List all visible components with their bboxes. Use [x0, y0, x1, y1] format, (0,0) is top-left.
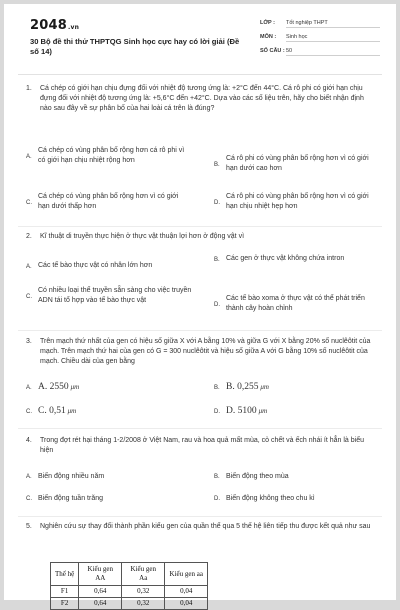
meta-lop — [260, 20, 380, 26]
option-2a[interactable] — [26, 261, 211, 272]
question-stem — [40, 84, 376, 114]
table-row — [51, 586, 208, 598]
table-header-row — [51, 563, 208, 586]
question-stem — [40, 337, 376, 367]
table-header-cell: Kiểu gen aa — [165, 563, 208, 586]
option-label: B. — [214, 474, 220, 480]
option-1d[interactable] — [214, 192, 384, 212]
option-label: D. — [214, 496, 220, 502]
table-cell: F2 — [51, 598, 79, 610]
meta-socau-label: SỐ CÂU : — [260, 48, 285, 54]
question-3-stem-text: Trên mạch thứ nhất của gen có hiệu số giữa X với A bằng 10% và giữa G với X bằng 20% số nuclêôtit của mạch. Trên mạch thứ hai của gen có G = 300 nuclêôtit và hiệu số giữa A với G bằng 10% số nuclêôtit của mạch. Chiều dài của gen bằng — [40, 338, 371, 365]
question-5-stem-text: Nghiên cứu sự thay đổi thành phần kiểu gen của quần thể qua 5 thế hệ liên tiếp thu được kết quả như sau — [40, 523, 371, 530]
question-stem — [40, 232, 376, 242]
question-separator — [18, 226, 382, 227]
option-unit: μm — [260, 383, 269, 391]
question-4 — [18, 436, 382, 456]
table-cell: 0,32 — [122, 586, 165, 598]
question-number: 5. — [26, 523, 32, 530]
question-number: 1. — [26, 85, 32, 92]
table-cell: F1 — [51, 586, 79, 598]
option-1c[interactable] — [26, 192, 206, 212]
option-1b[interactable] — [214, 154, 384, 174]
option-label: A. — [26, 474, 32, 480]
option-text: Cá rô phi có vùng phân bố rộng hơn vì có giới hạn chịu nhiệt hẹp hơn — [226, 193, 369, 210]
option-unit: μm — [67, 407, 77, 415]
option-4b[interactable] — [214, 472, 289, 482]
question-1 — [18, 84, 382, 114]
question-stem — [40, 436, 376, 456]
table-cell: 0,64 — [79, 598, 122, 610]
option-label: C. — [26, 199, 32, 206]
option-text: Biến động nhiều năm — [38, 473, 105, 480]
option-text: Cá chép có vùng phân bố rộng hơn cá rô phi vì có giới hạn chịu nhiệt rộng hơn — [38, 147, 185, 164]
option-value: A. 2550 — [38, 382, 69, 392]
option-label: B. — [214, 256, 220, 263]
option-4c[interactable] — [26, 494, 103, 504]
option-label: D. — [214, 409, 220, 415]
option-2c[interactable] — [26, 286, 211, 306]
option-4d[interactable] — [214, 494, 315, 504]
table-cell: 0,04 — [165, 586, 208, 598]
logo-text: 2048 — [30, 18, 67, 33]
option-text: Có nhiều loại thể truyền sẵn sàng cho việc truyền ADN tái tổ hợp vào tế bào thực vật — [38, 287, 192, 304]
question-separator — [18, 428, 382, 429]
option-text: Các tế bào xoma ở thực vật có thể phát triển thành cây hoàn chỉnh — [226, 295, 365, 312]
table-header-cell: Kiểu gen Aa — [122, 563, 165, 586]
option-label: C. — [26, 293, 32, 300]
option-label: D. — [214, 199, 220, 206]
option-unit: μm — [70, 383, 80, 391]
option-2b[interactable] — [214, 254, 384, 265]
option-value: C. 0,51 — [38, 406, 66, 416]
table-cell: 0,32 — [122, 598, 165, 610]
option-text: Cá chép có vùng phân bố rộng hơn vì có giới hạn dưới thấp hơn — [38, 193, 179, 210]
question-1-stem-text: Cá chép có giới hạn chịu đựng đối với nhiệt độ tương ứng là: +2°C đến 44°C. Cá rô phi có giới hạn chịu đựng đối với nhiệt độ tương ứng là: +5,6°C đến +42°C. Dựa vào các số liệu trên, hãy cho biết nhận định nào sau đây về sự phân bố của hai loài cá trên là đúng? — [40, 85, 364, 112]
table-cell: 0,64 — [79, 586, 122, 598]
option-label: C. — [26, 409, 32, 415]
meta-socau — [260, 48, 380, 54]
option-value: D. 5100 — [226, 406, 257, 416]
option-text: Biến động không theo chu kì — [226, 495, 315, 502]
option-2d[interactable] — [214, 294, 384, 314]
option-3a[interactable] — [26, 382, 79, 393]
question-5 — [18, 522, 382, 532]
option-label: A. — [26, 153, 32, 160]
option-3b[interactable] — [214, 382, 269, 393]
question-number: 2. — [26, 233, 32, 240]
option-1a[interactable] — [26, 146, 206, 166]
question-3 — [18, 337, 382, 367]
option-text: Các gen ở thực vật không chứa intron — [226, 255, 345, 262]
option-4a[interactable] — [26, 472, 104, 482]
meta-mon — [260, 34, 380, 40]
question-separator — [18, 330, 382, 331]
question-separator — [18, 516, 382, 517]
question-number: 3. — [26, 338, 32, 345]
question-4-stem-text: Trong đợt rét hại tháng 1-2/2008 ở Việt Nam, rau và hoa quả mất mùa, cỏ chết và ếch nhái ít hẳn là biểu hiện — [40, 437, 364, 454]
option-text: Cá rô phi có vùng phân bố rộng hơn vì có giới hạn dưới cao hơn — [226, 155, 369, 172]
question-2 — [18, 232, 382, 242]
table-cell: 0,04 — [165, 598, 208, 610]
site-logo[interactable] — [30, 18, 79, 33]
document-page — [4, 4, 396, 607]
table-header-cell: Thế hệ — [51, 563, 79, 586]
meta-socau-value: 50 — [286, 48, 293, 54]
option-text: Biến động tuần trăng — [38, 495, 103, 502]
option-3d[interactable] — [214, 406, 267, 417]
option-label: B. — [214, 161, 220, 168]
meta-lop-label: LỚP : — [260, 20, 275, 26]
question-2-stem-text: Kĩ thuật di truyền thực hiện ở thực vật thuận lợi hơn ở động vật vì — [40, 233, 245, 240]
meta-lop-value: Tốt nghiệp THPT — [286, 20, 328, 26]
meta-mon-label: MÔN : — [260, 34, 277, 40]
option-label: A. — [26, 385, 32, 391]
option-unit: μm — [258, 407, 268, 415]
meta-mon-value: Sinh học — [286, 34, 308, 40]
table-row — [51, 598, 208, 610]
option-label: A. — [26, 263, 32, 270]
option-value: B. 0,255 — [226, 382, 259, 392]
option-label: C. — [26, 496, 32, 502]
option-text: Biến động theo mùa — [226, 473, 289, 480]
document-title: 30 Bộ đề thi thử THPTQG Sinh học cực hay có lời giải (Đề số 14) — [30, 37, 240, 56]
option-label: B. — [214, 385, 220, 391]
option-3c[interactable] — [26, 406, 76, 417]
table-header-cell: Kiểu gen AA — [79, 563, 122, 586]
logo-suffix: .vn — [67, 24, 80, 31]
header-divider — [18, 74, 382, 75]
question-stem — [40, 522, 376, 532]
document-header — [4, 4, 396, 70]
genotype-table — [50, 562, 208, 610]
option-label: D. — [214, 301, 220, 308]
option-text: Các tế bào thực vật có nhân lớn hơn — [38, 262, 153, 269]
question-number: 4. — [26, 437, 32, 444]
